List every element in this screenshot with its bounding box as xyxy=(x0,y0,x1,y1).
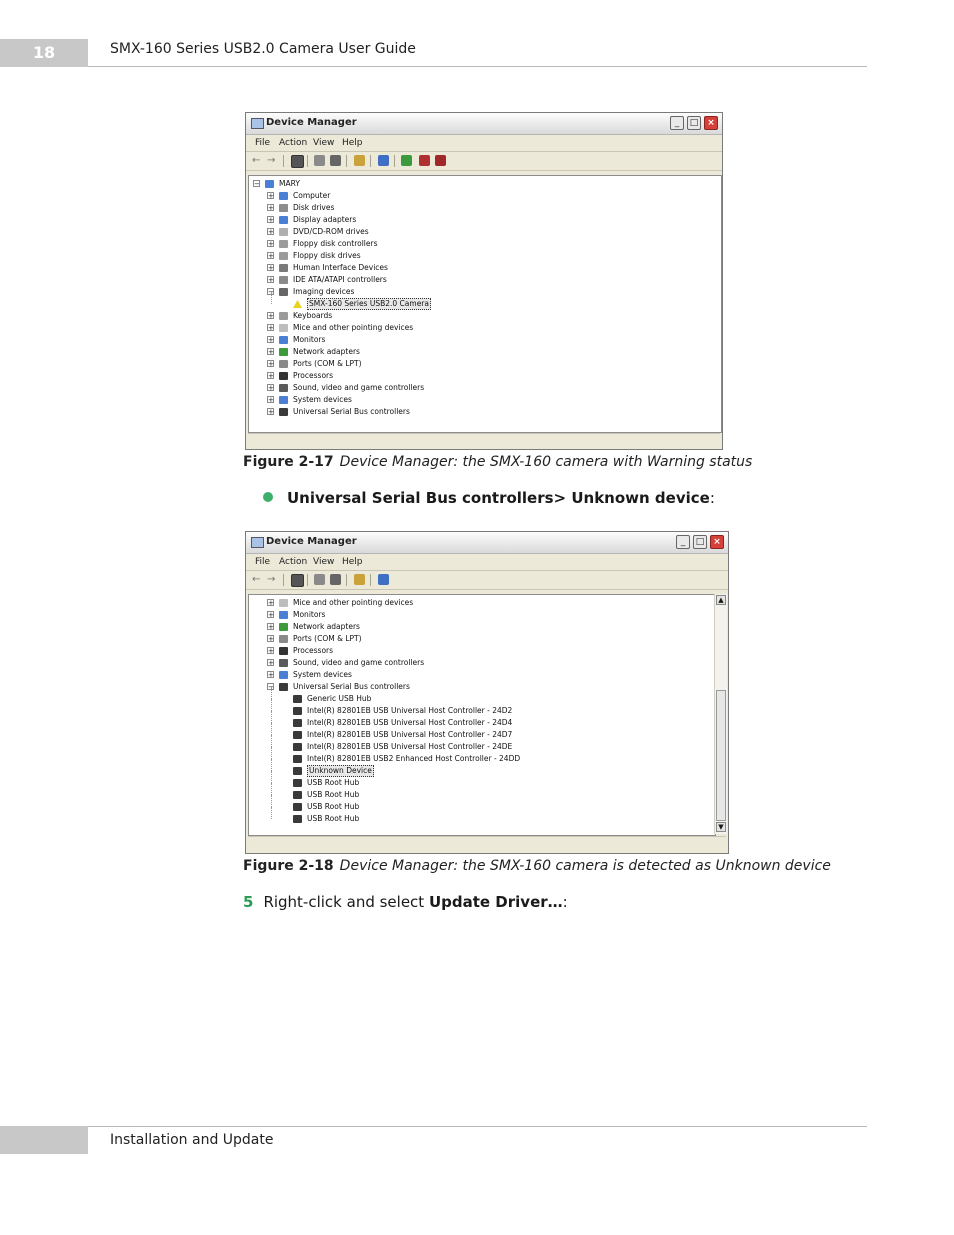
tree-item-label: System devices xyxy=(293,395,352,404)
figure-caption-2 xyxy=(243,858,831,874)
usb-icon xyxy=(279,683,288,691)
tree-item-label: Floppy disk drives xyxy=(293,251,361,260)
floppy-drive-icon xyxy=(279,252,288,260)
step-bold-text: Update Driver… xyxy=(428,893,563,911)
tree-connector xyxy=(271,747,272,759)
network-icon xyxy=(279,348,288,356)
console-tree-icon[interactable] xyxy=(291,574,304,587)
device-tree[interactable] xyxy=(248,175,722,433)
menu-help[interactable]: Help xyxy=(342,557,363,567)
device-manager-icon xyxy=(251,118,264,129)
tree-item-label: DVD/CD-ROM drives xyxy=(293,227,369,236)
expand-icon[interactable]: + xyxy=(268,216,274,224)
camera-icon xyxy=(279,288,288,296)
scroll-down-icon[interactable]: ▼ xyxy=(716,822,726,832)
collapse-icon[interactable]: − xyxy=(268,683,274,691)
tree-connector xyxy=(271,699,272,711)
expand-icon[interactable]: + xyxy=(268,599,274,607)
help-icon[interactable] xyxy=(354,155,365,166)
disable-icon[interactable] xyxy=(419,155,430,166)
tree-item-label: Ports (COM & LPT) xyxy=(293,634,362,643)
tree-item-label: Mice and other pointing devices xyxy=(293,598,414,607)
step-suffix: : xyxy=(562,893,568,911)
usb-icon xyxy=(279,408,288,416)
computer-icon xyxy=(279,192,288,200)
expand-icon[interactable]: + xyxy=(268,276,274,284)
toolbar-separator xyxy=(346,155,347,167)
mouse-icon xyxy=(279,324,288,332)
footer-tab xyxy=(0,1126,88,1154)
scroll-up-icon[interactable]: ▲ xyxy=(716,595,726,605)
tree-item-label: Keyboards xyxy=(293,311,333,320)
expand-icon[interactable]: + xyxy=(268,396,274,404)
expand-icon[interactable]: + xyxy=(268,228,274,236)
expand-icon[interactable]: + xyxy=(268,336,274,344)
toolbar-separator xyxy=(370,574,371,586)
tree-item-label: Disk drives xyxy=(293,203,335,212)
menu-action[interactable]: Action xyxy=(279,138,308,148)
step-number: 5 xyxy=(243,893,254,911)
tree-item-label: USB Root Hub xyxy=(307,778,360,787)
toolbar-separator xyxy=(370,155,371,167)
tree-item-label: Intel(R) 82801EB USB Universal Host Controller - 24D7 xyxy=(307,730,513,739)
expand-icon[interactable]: + xyxy=(268,611,274,619)
step-instruction xyxy=(243,893,568,911)
tree-item-label: Processors xyxy=(293,646,334,655)
tree-item-label: USB Root Hub xyxy=(307,790,360,799)
menu-view[interactable]: View xyxy=(313,138,335,148)
usb-icon xyxy=(293,719,302,727)
keyboard-icon xyxy=(279,312,288,320)
tree-item-label: Sound, video and game controllers xyxy=(293,383,425,392)
port-icon xyxy=(279,635,288,643)
processor-icon xyxy=(279,372,288,380)
bullet-icon xyxy=(263,492,273,502)
maximize-button[interactable]: □ xyxy=(687,116,701,130)
properties-icon[interactable] xyxy=(314,155,325,166)
tree-item-label: Floppy disk controllers xyxy=(293,239,378,248)
page-number: 18 xyxy=(32,43,56,62)
tree-item-label: IDE ATA/ATAPI controllers xyxy=(293,275,387,284)
menu-bar xyxy=(246,554,728,570)
console-tree-icon[interactable] xyxy=(291,155,304,168)
menu-help[interactable]: Help xyxy=(342,138,363,148)
monitor-icon xyxy=(279,611,288,619)
toolbar xyxy=(246,151,722,171)
sound-icon xyxy=(279,659,288,667)
tree-connector xyxy=(271,711,272,723)
figure-caption-1 xyxy=(243,454,752,470)
status-bar xyxy=(248,433,720,448)
tree-connector xyxy=(271,687,272,699)
network-icon xyxy=(279,623,288,631)
computer-icon xyxy=(265,180,274,188)
forward-icon[interactable]: → xyxy=(267,155,276,166)
monitor-icon xyxy=(279,336,288,344)
window-title: Device Manager xyxy=(266,117,357,128)
window-title: Device Manager xyxy=(266,536,357,547)
header-rule xyxy=(88,66,867,67)
expand-icon[interactable]: + xyxy=(268,671,274,679)
toolbar-separator xyxy=(346,574,347,586)
tree-connector xyxy=(271,807,272,819)
usb-icon xyxy=(293,695,302,703)
tree-connector xyxy=(271,759,272,771)
properties-icon[interactable] xyxy=(314,574,325,585)
help-icon[interactable] xyxy=(354,574,365,585)
tree-item-label: Intel(R) 82801EB USB2 Enhanced Host Controller - 24DD xyxy=(307,754,521,763)
menu-bar xyxy=(246,135,722,151)
system-icon xyxy=(279,396,288,404)
tree-item-label: Intel(R) 82801EB USB Universal Host Controller - 24D4 xyxy=(307,718,513,727)
print-icon[interactable] xyxy=(330,574,341,585)
minimize-button[interactable]: _ xyxy=(670,116,684,130)
usb-icon xyxy=(293,815,302,823)
expand-icon[interactable]: + xyxy=(268,240,274,248)
expand-icon[interactable]: + xyxy=(268,635,274,643)
scan-hardware-icon[interactable] xyxy=(378,574,389,585)
usb-icon xyxy=(293,731,302,739)
title-bar xyxy=(246,532,728,554)
tree-item-label: System devices xyxy=(293,670,352,679)
tree-root-label: MARY xyxy=(279,179,300,188)
tree-item-label: Sound, video and game controllers xyxy=(293,658,425,667)
tree-item-label: Human Interface Devices xyxy=(293,263,388,272)
expand-icon[interactable]: + xyxy=(268,408,274,416)
expand-icon[interactable]: + xyxy=(268,647,274,655)
device-manager-icon xyxy=(251,537,264,548)
close-button[interactable]: × xyxy=(710,535,724,549)
tree-item-label: Ports (COM & LPT) xyxy=(293,359,362,368)
hid-icon xyxy=(279,264,288,272)
usb-icon xyxy=(293,755,302,763)
device-tree[interactable] xyxy=(248,594,716,836)
tree-item-label: Unknown Device xyxy=(309,766,372,775)
tree-connector xyxy=(271,783,272,795)
bullet-text: Universal Serial Bus controllers> Unknown device xyxy=(287,489,710,507)
tree-connector xyxy=(271,771,272,783)
menu-file[interactable]: File xyxy=(255,557,271,567)
maximize-button[interactable]: □ xyxy=(693,535,707,549)
minimize-button[interactable]: _ xyxy=(676,535,690,549)
menu-action[interactable]: Action xyxy=(279,557,308,567)
toolbar-separator xyxy=(283,155,284,167)
tree-connector xyxy=(271,292,272,304)
expand-icon[interactable]: + xyxy=(268,384,274,392)
vertical-scrollbar[interactable] xyxy=(714,594,727,834)
tree-item-label: Mice and other pointing devices xyxy=(293,323,414,332)
usb-icon xyxy=(293,803,302,811)
usb-icon xyxy=(293,791,302,799)
collapse-icon[interactable]: − xyxy=(254,180,260,188)
device-manager-window-1 xyxy=(245,112,723,450)
toolbar-separator xyxy=(283,574,284,586)
bullet-item xyxy=(263,489,715,507)
bullet-suffix: : xyxy=(709,489,715,507)
usb-icon xyxy=(293,779,302,787)
title-bar xyxy=(246,113,722,135)
tree-item-label: Intel(R) 82801EB USB Universal Host Controller - 24DE xyxy=(307,742,513,751)
figure-caption-text: Device Manager: the SMX-160 camera with Warning status xyxy=(339,454,753,470)
expand-icon[interactable]: + xyxy=(268,264,274,272)
back-icon[interactable]: ← xyxy=(252,574,261,585)
toolbar xyxy=(246,570,728,590)
expand-icon[interactable]: + xyxy=(268,312,274,320)
back-icon[interactable]: ← xyxy=(252,155,261,166)
forward-icon[interactable]: → xyxy=(267,574,276,585)
menu-file[interactable]: File xyxy=(255,138,271,148)
footer-rule xyxy=(88,1126,867,1127)
device-manager-window-2 xyxy=(245,531,729,854)
expand-icon[interactable]: + xyxy=(268,204,274,212)
expand-icon[interactable]: + xyxy=(268,348,274,356)
scroll-thumb[interactable] xyxy=(716,690,726,821)
expand-icon[interactable]: + xyxy=(268,324,274,332)
tree-item-label: Monitors xyxy=(293,610,326,619)
expand-icon[interactable]: + xyxy=(268,659,274,667)
expand-icon[interactable]: + xyxy=(268,360,274,368)
expand-icon[interactable]: + xyxy=(268,192,274,200)
sound-icon xyxy=(279,384,288,392)
warning-icon xyxy=(293,300,302,308)
cdrom-icon xyxy=(279,228,288,236)
usb-icon xyxy=(293,767,302,775)
menu-view[interactable]: View xyxy=(313,557,335,567)
tree-item-label: Monitors xyxy=(293,335,326,344)
port-icon xyxy=(279,360,288,368)
toolbar-separator xyxy=(394,155,395,167)
expand-icon[interactable]: + xyxy=(268,372,274,380)
uninstall-icon[interactable] xyxy=(435,155,446,166)
tree-item-label: Network adapters xyxy=(293,622,360,631)
close-button[interactable]: × xyxy=(704,116,718,130)
toolbar-separator xyxy=(307,574,308,586)
update-driver-icon[interactable] xyxy=(401,155,412,166)
tree-item-label: USB Root Hub xyxy=(307,802,360,811)
tree-item-label: Network adapters xyxy=(293,347,360,356)
tree-item-label: Universal Serial Bus controllers xyxy=(293,682,410,691)
tree-item-label: Universal Serial Bus controllers xyxy=(293,407,410,416)
processor-icon xyxy=(279,647,288,655)
tree-connector xyxy=(271,795,272,807)
step-text: Right-click and select xyxy=(263,893,429,911)
tree-item-label: Imaging devices xyxy=(293,287,355,296)
scan-hardware-icon[interactable] xyxy=(378,155,389,166)
collapse-icon[interactable]: − xyxy=(268,288,274,296)
toolbar-separator xyxy=(307,155,308,167)
footer-section: Installation and Update xyxy=(110,1132,274,1148)
mouse-icon xyxy=(279,599,288,607)
expand-icon[interactable]: + xyxy=(268,252,274,260)
document-title: SMX-160 Series USB2.0 Camera User Guide xyxy=(110,41,416,57)
tree-item-label: Computer xyxy=(293,191,331,200)
tree-item-label: Intel(R) 82801EB USB Universal Host Controller - 24D2 xyxy=(307,706,513,715)
system-icon xyxy=(279,671,288,679)
usb-icon xyxy=(293,707,302,715)
expand-icon[interactable]: + xyxy=(268,623,274,631)
tree-connector xyxy=(271,723,272,735)
tree-item-label: SMX-160 Series USB2.0 Camera xyxy=(309,299,429,308)
tree-item-label: USB Root Hub xyxy=(307,814,360,823)
status-bar xyxy=(248,836,726,851)
print-icon[interactable] xyxy=(330,155,341,166)
tree-item-label: Display adapters xyxy=(293,215,357,224)
figure-caption-text: Device Manager: the SMX-160 camera is detected as Unknown device xyxy=(339,858,831,874)
tree-connector xyxy=(271,735,272,747)
ide-icon xyxy=(279,276,288,284)
tree-item-label: Generic USB Hub xyxy=(307,694,372,703)
tree-item-label: Processors xyxy=(293,371,334,380)
disk-drive-icon xyxy=(279,204,288,212)
figure-label: Figure 2-18 xyxy=(243,858,334,874)
figure-label: Figure 2-17 xyxy=(243,454,334,470)
usb-icon xyxy=(293,743,302,751)
floppy-controller-icon xyxy=(279,240,288,248)
display-adapter-icon xyxy=(279,216,288,224)
